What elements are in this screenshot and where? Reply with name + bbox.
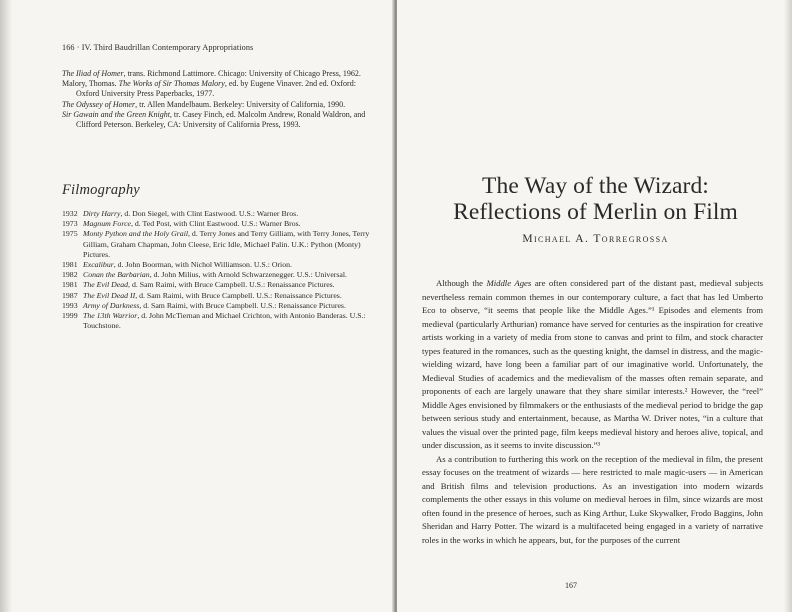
chapter-title-line1: The Way of the Wizard: bbox=[482, 173, 709, 199]
film-year: 1981 bbox=[62, 260, 78, 270]
film-title: Dirty Harry bbox=[83, 209, 121, 218]
chapter-body bbox=[422, 277, 763, 547]
chapter-title-line2: Reflections of Merlin on Film bbox=[453, 199, 738, 225]
bibliography-entry: The Odyssey of Homer, tr. Allen Mandelbaum. Berkeley: University of California, 1990. bbox=[62, 99, 346, 109]
filmography-entry: 1975 Monty Python and the Holy Grail, d. Terry Jones and Terry Gilliam, with Terry Jones, Terry Gilliam, Graham Chapman, John Cleese, Eric Idle, Michael Palin. U.K.: Python (Monty) Pictures. bbox=[62, 229, 370, 259]
filmography-entry: 1973 Magnum Force, d. Ted Post, with Clint Eastwood. U.S.: Warner Bros. bbox=[62, 219, 301, 229]
bibliography-entry: Sir Gawain and the Green Knight, tr. Casey Finch, ed. Malcolm Andrew, Ronald Waldron, and Clifford Peterson. Berkeley, CA: University of California Press, 1993. bbox=[62, 109, 366, 130]
film-title: The 13th Warrior bbox=[83, 311, 138, 321]
film-year: 1981 bbox=[62, 280, 78, 290]
filmography-entry: 1982 Conan the Barbarian, d. John Milius, with Arnold Schwarzenegger. U.S.: Universal. bbox=[62, 270, 348, 280]
film-year: 1993 bbox=[62, 300, 78, 310]
filmography-entry: 1999 The 13th Warrior, d. John McTiernan and Michael Crichton, with Antonio Banderas. U.S.: Touchstone. bbox=[62, 311, 366, 331]
film-title: The Evil Dead bbox=[83, 280, 129, 290]
body-paragraph-1: Although the Middle Ages are often considered part of the distant past, medieval subjects nevertheless remain common themes in our contemporary culture, a fact that has led Umberto Eco to observe, “it seems that people like the Middle Ages.”¹ Episodes and elements from medieval (particularly Arthurian) romance have served for centuries as the inspiration for creative artists working in a variety of media from stone to canvas and print to film, and stock character types featured in the romances, such as the questing knight, the damsel in distress, and the magic-wielding wizard, have long been a familiar part of our imaginative world. Unfortunately, the Medieval Studies of academics and the medievalism of the masses often remain separate, and proponents of each are largely unaware that they share similar interests.² However, the “reel” Middle Ages envisioned by filmmakers or the enthusiasts of the medieval period to bridge the gap between serious study and entertainment, because, as Martha W. Driver notes, “in a culture that values the visual over the printed page, film keeps medieval history and heroes alive, topical, and under discussion, as it seems to invite discussion.”³ bbox=[422, 278, 763, 450]
filmography-entry: 1932 Dirty Harry, d. Don Siegel, with Clint Eastwood. U.S.: Warner Bros. bbox=[62, 209, 299, 218]
film-year: 1982 bbox=[62, 270, 78, 280]
film-title: Magnum Force bbox=[83, 219, 131, 229]
filmography-entry: 1981 The Evil Dead, d. Sam Raimi, with Bruce Campbell. U.S.: Renaissance Pictures. bbox=[62, 280, 335, 290]
film-year: 1932 bbox=[62, 209, 78, 218]
filmography-entry: 1993 Army of Darkness, d. Sam Raimi, with Bruce Campbell. U.S.: Renaissance Pictures. bbox=[62, 300, 346, 310]
film-year: 1999 bbox=[62, 311, 78, 321]
film-year: 1987 bbox=[62, 290, 78, 300]
left-page bbox=[0, 0, 395, 612]
film-title: Army of Darkness bbox=[83, 300, 140, 310]
film-title: The Evil Dead II bbox=[83, 290, 136, 300]
bibliography-list bbox=[62, 69, 367, 130]
film-title: Excalibur bbox=[83, 260, 114, 270]
body-paragraph-2: As a contribution to furthering this work on the reception of the medieval in film, the present essay focuses on the treatment of wizards — here restricted to male magic-users — in American and British films and television productions. As an investigation into modern wizards complements the other essays in this volume on medieval heroes in film, since wizards are most often found in the presence of heroes, such as King Arthur, Luke Skywalker, Frodo Baggins, John Sheridan and Harry Potter. The wizard is a multifaceted being engaged in a variety of narrative roles in the works in which he appears, but, for the purposes of the current bbox=[422, 453, 763, 545]
film-year: 1975 bbox=[62, 229, 78, 239]
page-edge-shadow bbox=[0, 0, 12, 612]
page-edge-shadow bbox=[784, 0, 792, 612]
bibliography-entry: The Iliad of Homer, trans. Richmond Lattimore. Chicago: University of Chicago Press, 1962. bbox=[62, 69, 361, 78]
bibliography-entry: Malory, Thomas. The Works of Sir Thomas Malory, ed. by Eugene Vinaver. 2nd ed. Oxford: Oxford University Press Paperbacks, 1977. bbox=[62, 79, 356, 99]
film-year: 1973 bbox=[62, 219, 78, 229]
film-title: Monty Python and the Holy Grail bbox=[83, 229, 189, 239]
filmography-entry: 1987 The Evil Dead II, d. Sam Raimi, with Bruce Campbell. U.S.: Renaissance Pictures. bbox=[62, 290, 342, 300]
film-title: Conan the Barbarian bbox=[83, 270, 150, 280]
chapter-author: Michael A. Torregrossa bbox=[522, 233, 669, 245]
filmography-entry: 1981 Excalibur, d. John Boorman, with Nichol Williamson. U.S.: Orion. bbox=[62, 260, 292, 270]
filmography-list bbox=[62, 209, 372, 331]
running-head: 166 · IV. Third Baudrillan Contemporary Appropriations bbox=[62, 43, 254, 52]
page-number: 167 bbox=[565, 581, 577, 590]
filmography-heading: Filmography bbox=[62, 182, 140, 198]
